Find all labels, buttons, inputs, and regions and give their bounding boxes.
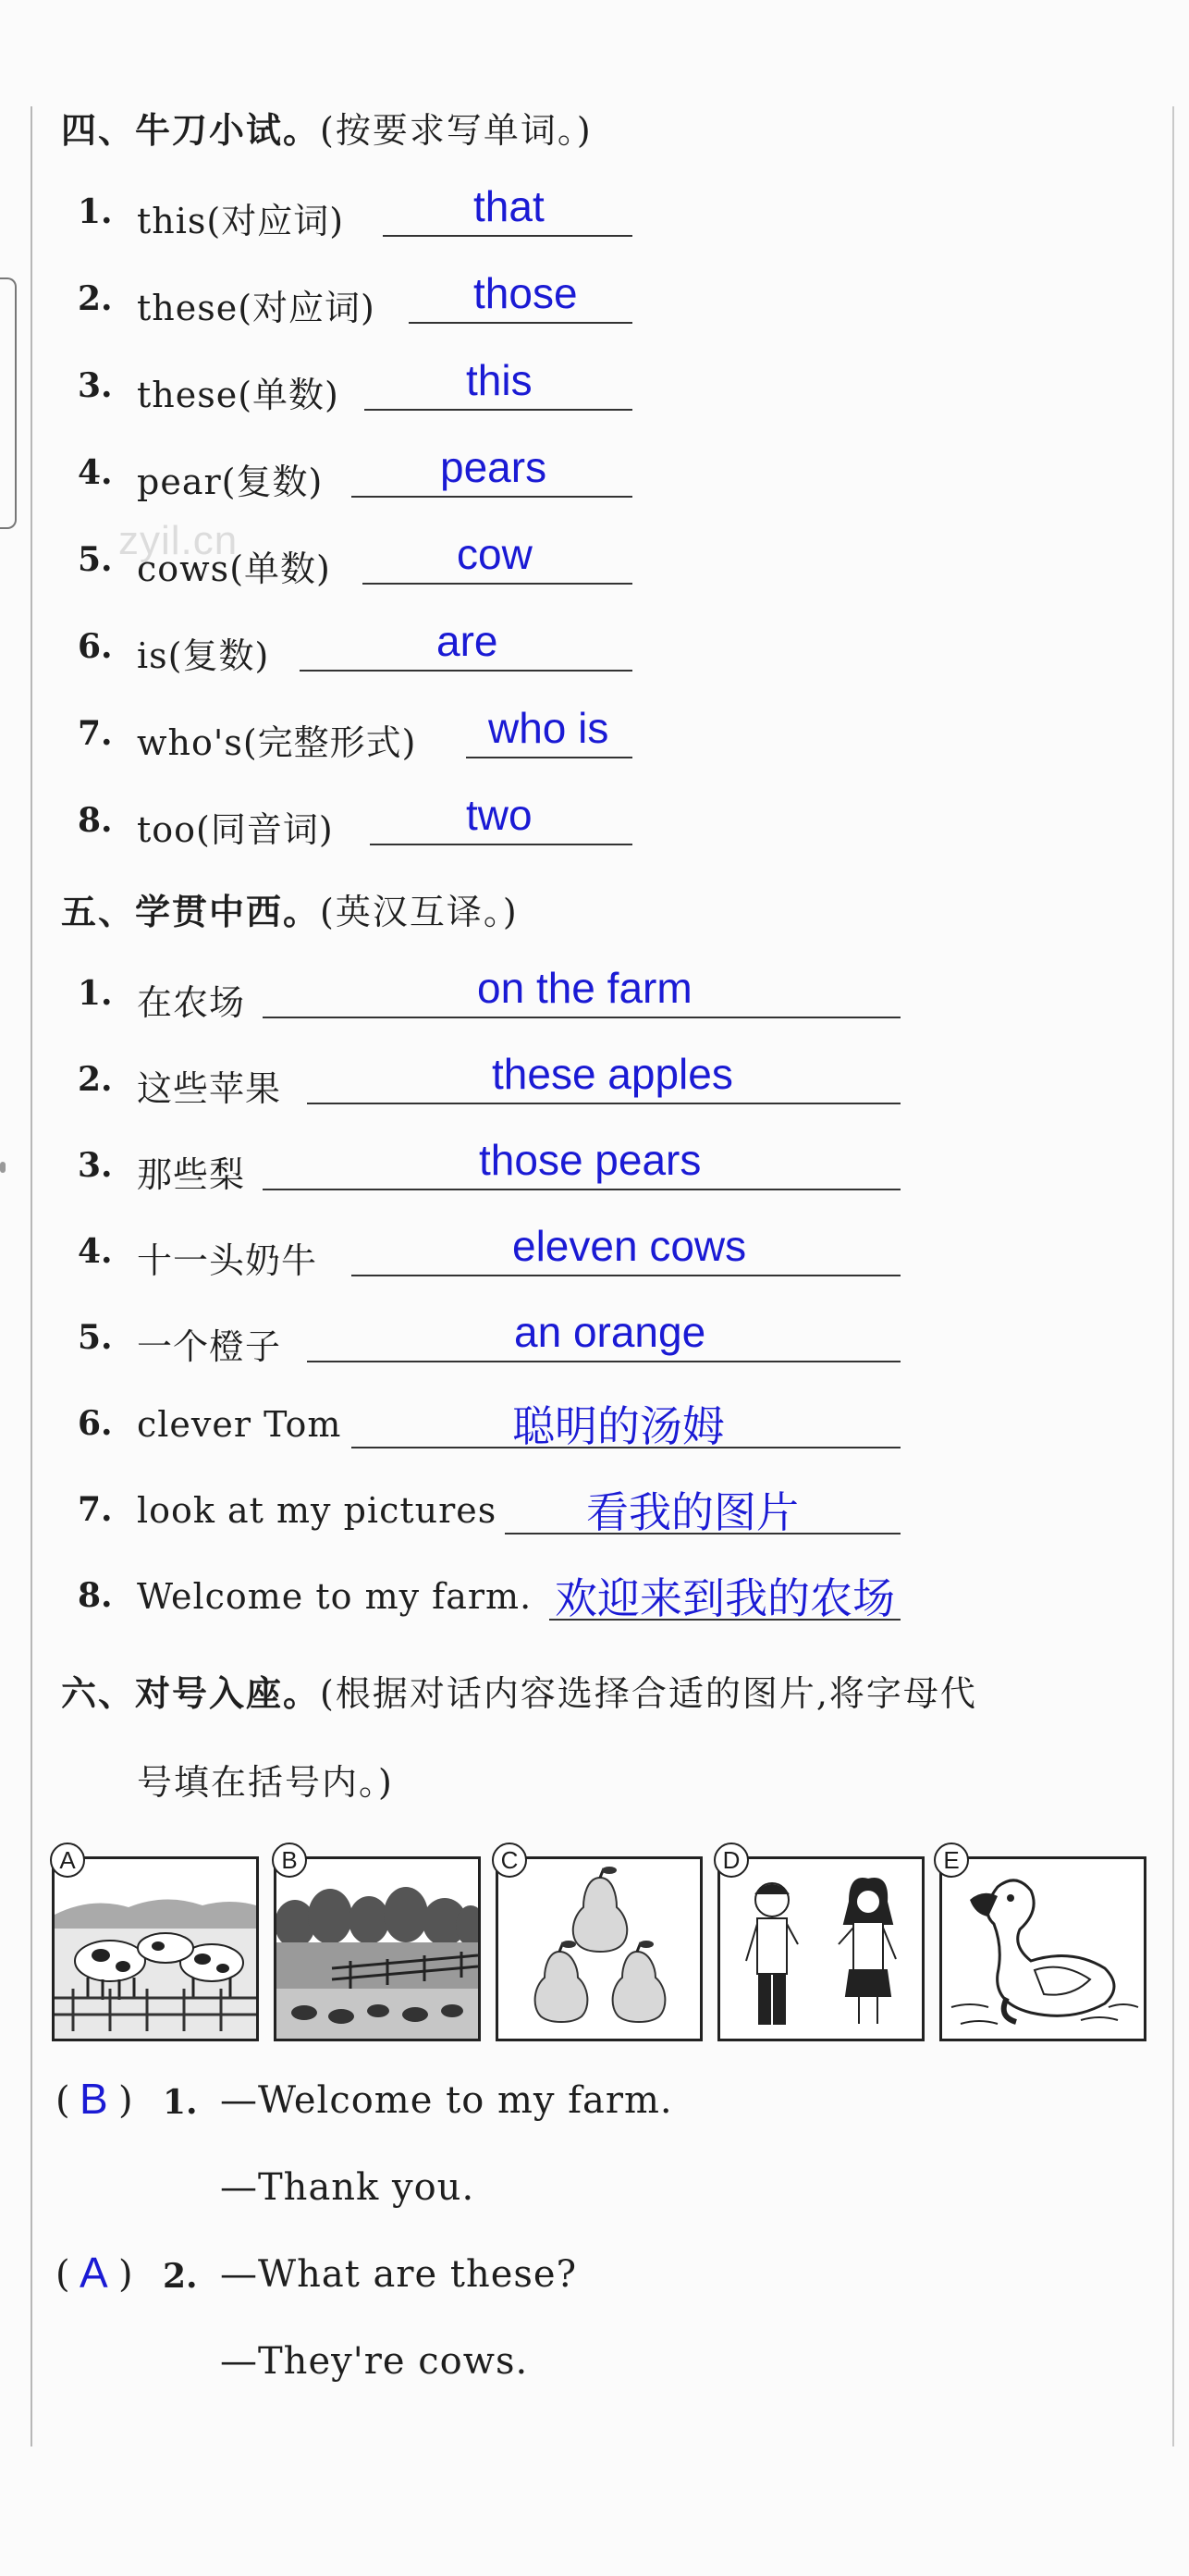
section6-instruction-line1: (根据对话内容选择合适的图片,将字母代	[320, 1673, 977, 1714]
answer-blank[interactable]	[351, 496, 632, 498]
answer-blank[interactable]	[362, 583, 632, 585]
picture-b-farm-icon[interactable]	[274, 1856, 481, 2041]
handwritten-answer: these apples	[492, 1050, 733, 1098]
watermark: zyil.cn	[118, 518, 239, 563]
dialog-1-line-1: —Welcome to my farm.	[220, 2079, 673, 2122]
binding-bracket	[0, 277, 17, 529]
handwritten-answer: an orange	[514, 1308, 706, 1356]
item-prompt: who's(完整形式)	[137, 722, 417, 763]
item-prompt: 十一头奶牛	[137, 1240, 318, 1281]
answer-blank[interactable]	[409, 322, 632, 324]
item-prompt: 在农场	[137, 982, 246, 1023]
item-prompt: 一个橙子	[137, 1326, 282, 1367]
picture-label-b: B	[272, 1843, 307, 1878]
handwritten-answer: are	[436, 617, 498, 665]
answer-blank[interactable]	[307, 1361, 901, 1362]
item-prompt: these(单数)	[137, 375, 339, 415]
answer-blank[interactable]	[383, 235, 632, 237]
section6-instruction-line2: 号填在括号内。)	[137, 1762, 394, 1803]
item-number: 8.	[78, 801, 113, 840]
handwritten-answer: cow	[457, 530, 533, 578]
item-number: 7.	[78, 1490, 113, 1529]
answer-blank[interactable]	[364, 409, 632, 411]
picture-e-duck-icon[interactable]	[939, 1856, 1146, 2041]
section6-title	[61, 1665, 977, 1716]
item-prompt: clever Tom	[137, 1404, 342, 1445]
answer-blank[interactable]	[300, 670, 632, 672]
handwritten-answer: on the farm	[477, 964, 693, 1012]
item-prompt: these(对应词)	[137, 288, 375, 328]
right-margin-line	[1172, 106, 1174, 2447]
item-number: 4.	[78, 453, 113, 492]
item-number: 4.	[78, 1232, 113, 1271]
answer-paren-close: )	[118, 2079, 133, 2122]
handwritten-answer: two	[466, 791, 533, 839]
answer-blank[interactable]	[351, 1275, 901, 1276]
section4-instruction: (按要求写单词。)	[320, 110, 593, 151]
matching-item-number-2: 2.	[163, 2257, 198, 2296]
item-prompt: is(复数)	[137, 635, 270, 676]
matching-answer-2[interactable]: A	[80, 2249, 108, 2297]
handwritten-answer: 看我的图片	[586, 1488, 799, 1536]
picture-label-d: D	[714, 1843, 749, 1878]
item-prompt: this(对应词)	[137, 201, 345, 241]
picture-a-cows-icon[interactable]	[52, 1856, 259, 2041]
answer-blank[interactable]	[370, 844, 632, 845]
section4-title	[61, 102, 593, 153]
matching-item-number-1: 1.	[163, 2083, 198, 2122]
item-number: 1.	[78, 192, 113, 231]
item-prompt: cows(单数)	[137, 548, 331, 589]
item-prompt: look at my pictures	[137, 1490, 497, 1531]
picture-label-c: C	[492, 1843, 527, 1878]
item-number: 3.	[78, 1146, 113, 1185]
matching-answer-1[interactable]: B	[80, 2075, 108, 2123]
handwritten-answer: those	[473, 269, 578, 317]
handwritten-answer: 聪明的汤姆	[512, 1402, 725, 1450]
picture-label-a: A	[50, 1843, 85, 1878]
handwritten-answer: who is	[488, 704, 609, 752]
section5-title	[61, 883, 519, 934]
item-prompt: 这些苹果	[137, 1068, 282, 1109]
item-prompt: Welcome to my farm.	[137, 1576, 533, 1617]
handwritten-answer: eleven cows	[512, 1222, 747, 1270]
handwritten-answer: pears	[440, 443, 547, 491]
answer-blank[interactable]	[263, 1017, 901, 1018]
picture-d-children-icon[interactable]	[717, 1856, 925, 2041]
section5-instruction: (英汉互译。)	[320, 892, 519, 932]
section4-heading: 四、牛刀小试。	[61, 109, 321, 151]
section6-heading: 六、对号入座。	[61, 1672, 321, 1714]
item-number: 1.	[78, 974, 113, 1013]
item-number: 5.	[78, 1318, 113, 1357]
answer-blank[interactable]	[466, 757, 632, 758]
answer-paren-open: (	[55, 2253, 70, 2296]
answer-blank[interactable]	[263, 1189, 901, 1190]
handwritten-answer: this	[466, 356, 533, 404]
item-prompt: 那些梨	[137, 1154, 246, 1195]
answer-paren-close: )	[118, 2253, 133, 2296]
handwritten-answer: that	[473, 182, 545, 230]
margin-mark	[0, 1162, 6, 1173]
answer-blank[interactable]	[307, 1103, 901, 1104]
item-number: 3.	[78, 366, 113, 405]
answer-paren-open: (	[55, 2079, 70, 2122]
item-number: 2.	[78, 279, 113, 318]
dialog-1-line-2: —Thank you.	[220, 2166, 475, 2209]
handwritten-answer: 欢迎来到我的农场	[555, 1574, 895, 1622]
item-prompt: pear(复数)	[137, 462, 324, 502]
item-number: 8.	[78, 1576, 113, 1615]
picture-label-e: E	[934, 1843, 969, 1878]
dialog-2-line-2: —They're cows.	[220, 2340, 529, 2383]
handwritten-answer: those pears	[479, 1136, 702, 1184]
item-number: 6.	[78, 1404, 113, 1443]
item-number: 5.	[78, 540, 113, 579]
left-margin-line	[31, 106, 32, 2447]
dialog-2-line-1: —What are these?	[220, 2253, 578, 2296]
section5-heading: 五、学贯中西。	[61, 891, 321, 932]
item-number: 2.	[78, 1060, 113, 1099]
item-number: 6.	[78, 627, 113, 666]
picture-c-pears-icon[interactable]	[496, 1856, 703, 2041]
item-number: 7.	[78, 714, 113, 753]
item-prompt: too(同音词)	[137, 809, 334, 850]
